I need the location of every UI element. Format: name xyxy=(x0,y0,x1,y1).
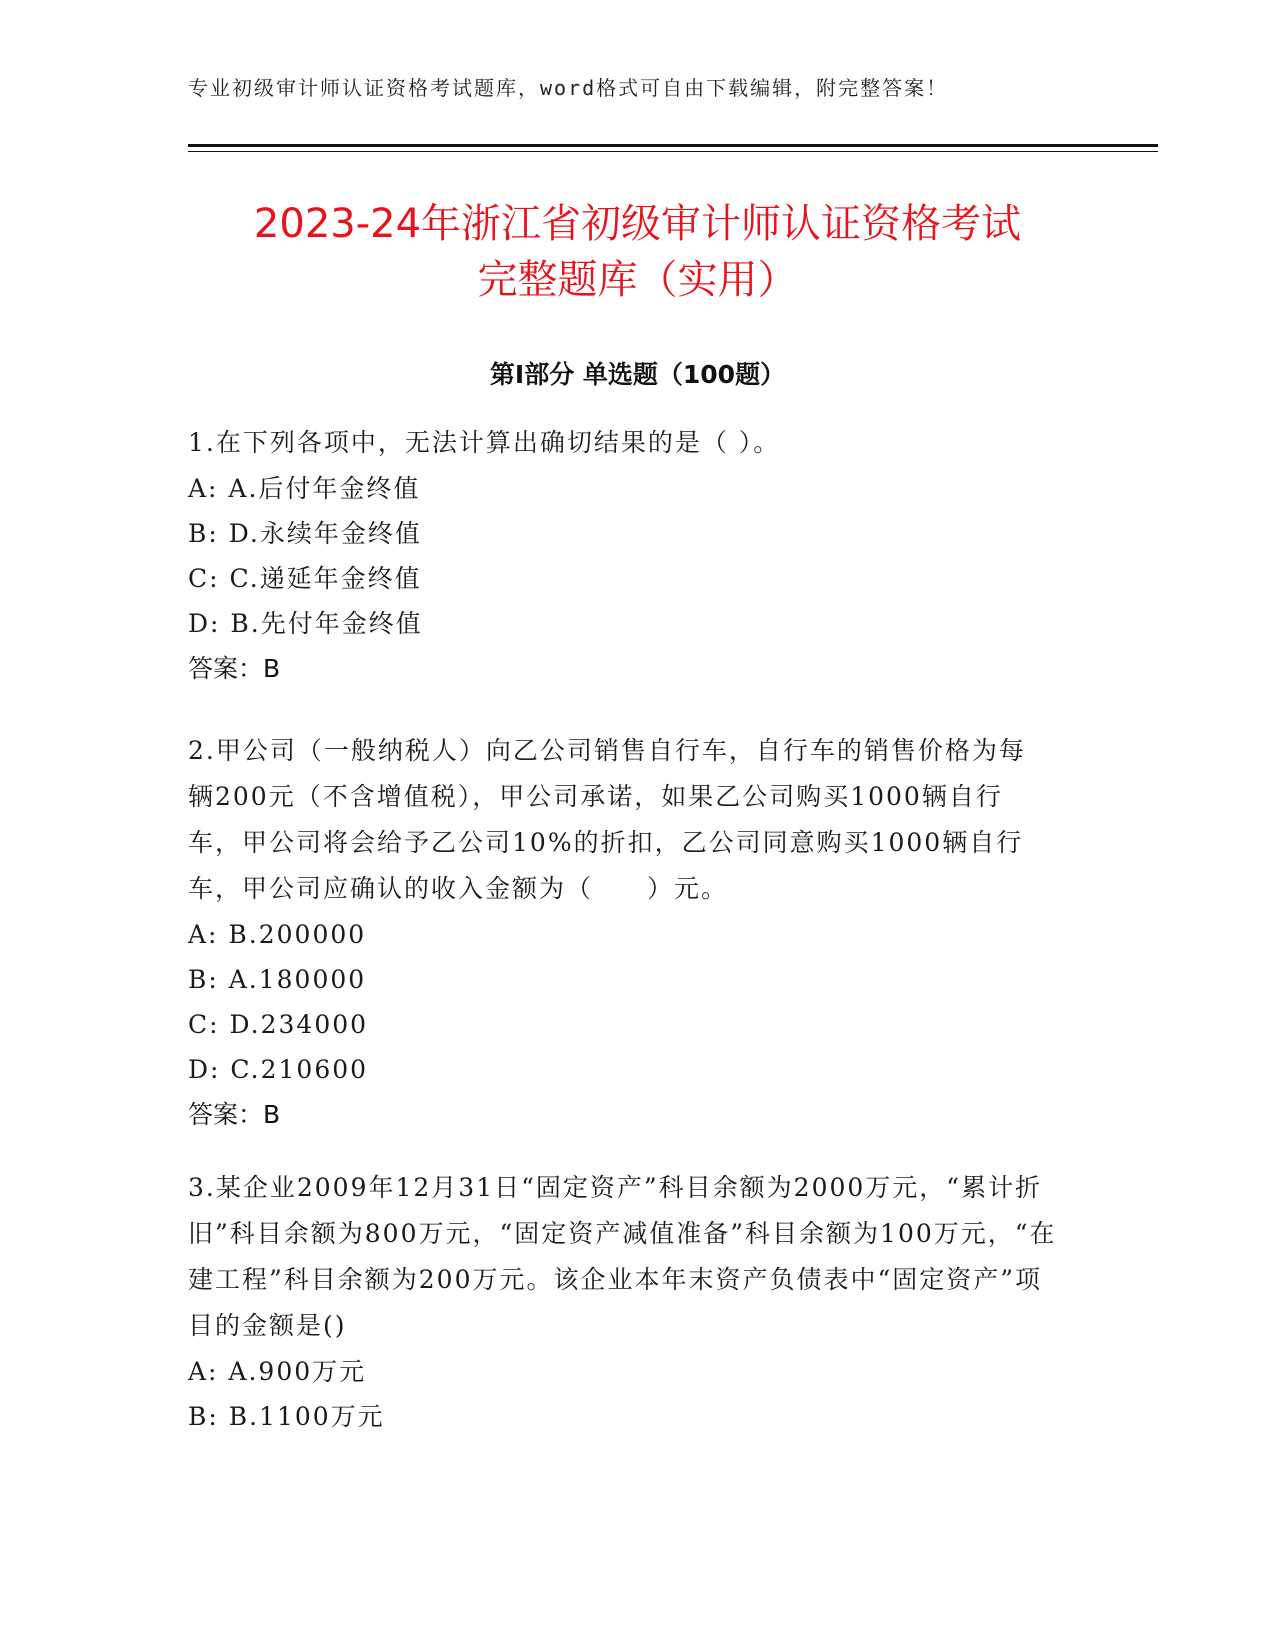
header-rule-thick xyxy=(188,144,1158,147)
document-title xyxy=(150,196,1125,308)
answer: 答案：B xyxy=(188,1100,281,1129)
question-2 xyxy=(188,728,1048,1138)
title-line-1: 2023-24年浙江省初级审计师认证资格考试 xyxy=(253,201,1022,247)
option-b: B: D.永续年金终值 xyxy=(188,519,422,548)
question-1 xyxy=(188,420,1088,692)
option-a: A: A.900万元 xyxy=(188,1357,367,1386)
answer: 答案：B xyxy=(188,654,281,683)
section-heading: 第Ⅰ部分 单选题（100题） xyxy=(489,360,786,389)
header-rule-thin xyxy=(188,151,1158,152)
option-a: A: A.后付年金终值 xyxy=(188,474,421,503)
question-stem: 2.甲公司（一般纳税人）向乙公司销售自行车，自行车的销售价格为每辆200元（不含增值税），甲公司承诺，如果乙公司购买1000辆自行车，甲公司将会给予乙公司10%的折扣，乙公司同意购买1000辆自行车，甲公司应确认的收入金额为（ ）元。 xyxy=(188,736,1026,903)
question-3 xyxy=(188,1165,1058,1439)
option-d: D: B.先付年金终值 xyxy=(188,609,423,638)
option-c: C: D.234000 xyxy=(188,1010,369,1039)
header-note: 专业初级审计师认证资格考试题库，word格式可自由下载编辑，附完整答案！ xyxy=(188,76,949,100)
question-stem: 1.在下列各项中，无法计算出确切结果的是（ ）。 xyxy=(188,428,781,457)
option-c: C: C.递延年金终值 xyxy=(188,564,422,593)
option-d: D: C.210600 xyxy=(188,1055,369,1084)
title-line-2: 完整题库（实用） xyxy=(477,257,798,303)
option-b: B: A.180000 xyxy=(188,965,367,994)
option-a: A: B.200000 xyxy=(188,920,367,949)
option-b: B: B.1100万元 xyxy=(188,1402,385,1431)
question-stem: 3.某企业2009年12月31日“固定资产”科目余额为2000万元，“累计折旧”科目余额为800万元，“固定资产减值准备”科目余额为100万元，“在建工程”科目余额为200万元。该企业本年末资产负债表中“固定资产”项目的金额是() xyxy=(188,1173,1057,1340)
